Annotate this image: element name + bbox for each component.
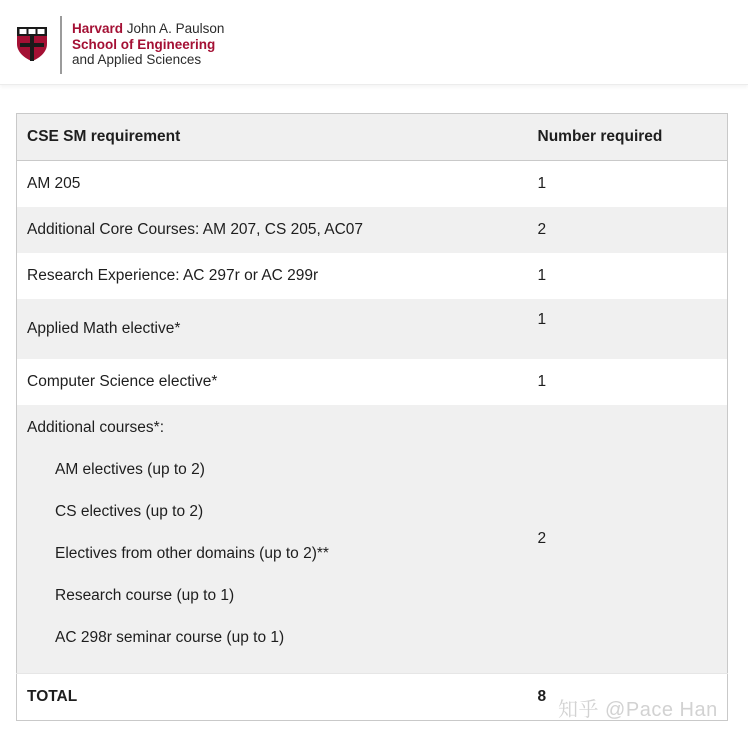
site-header [0,0,748,85]
table-row [17,253,728,299]
watermark: 知乎 @Pace Han [558,699,718,721]
table-header-row [17,114,728,161]
logo-line1: John A. Paulson [123,21,225,36]
requirement-cell: Applied Math elective* [17,299,532,359]
additional-courses-label: Additional courses*: [27,418,164,436]
column-header-requirement: CSE SM requirement [17,114,532,161]
requirement-cell: Additional Core Courses: AM 207, CS 205, AC07 [17,207,532,253]
sub-item: Research course (up to 1) [55,586,235,604]
logo-line2: School of Engineering [72,36,216,52]
total-number: 8 [532,674,728,721]
seas-logo[interactable] [16,16,224,74]
number-cell: 1 [532,161,728,207]
logo-text [72,16,224,68]
number-cell: 2 [532,207,728,253]
table-row [17,359,728,405]
total-label: TOTAL [17,674,532,721]
number-cell: 1 [532,359,728,405]
number-cell: 2 [532,405,728,674]
number-cell: 1 [532,299,728,359]
sub-item: Electives from other domains (up to 2)** [55,544,329,562]
sub-item: AM electives (up to 2) [55,460,205,478]
sub-item: CS electives (up to 2) [55,502,204,520]
table-row [17,207,728,253]
table-row [17,161,728,207]
requirements-table [16,113,728,721]
number-cell: 1 [532,253,728,299]
requirement-cell: AM 205 [17,161,532,207]
requirement-cell: Research Experience: AC 297r or AC 299r [17,253,532,299]
table-row [17,299,728,359]
logo-line3: and Applied Sciences [72,52,202,67]
table-row-additional-courses [17,405,728,674]
logo-brand: Harvard [72,21,124,36]
logo-divider [60,16,62,74]
harvard-shield-icon [16,26,48,62]
requirement-cell: Computer Science elective* [17,359,532,405]
column-header-number: Number required [532,114,728,161]
sub-item: AC 298r seminar course (up to 1) [55,628,285,646]
requirement-cell [17,405,532,674]
